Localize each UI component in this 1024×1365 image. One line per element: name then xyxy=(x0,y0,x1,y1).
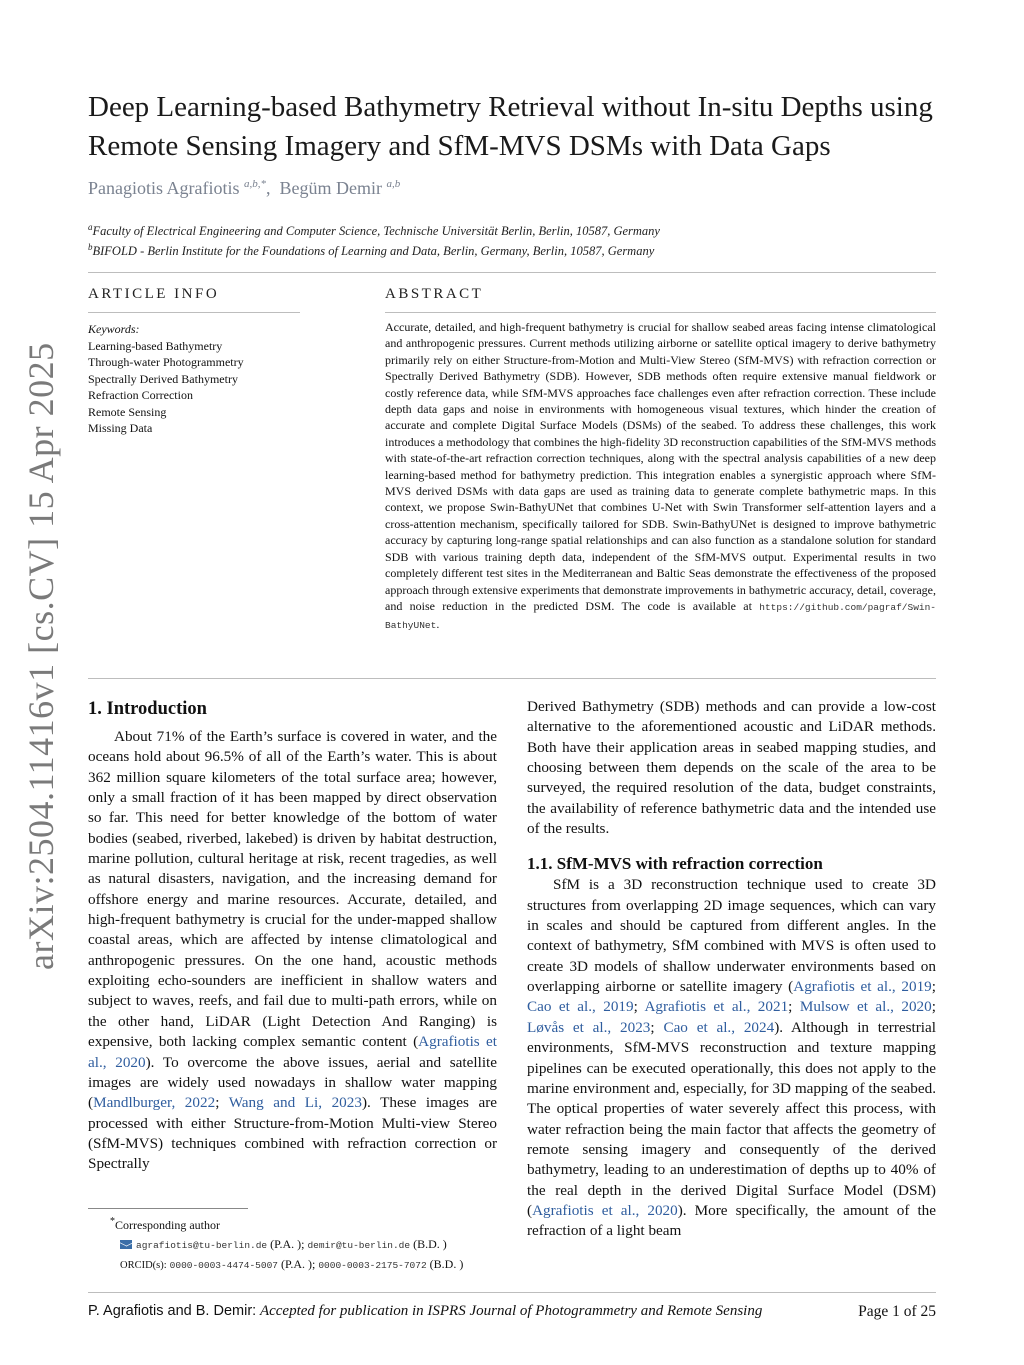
footnote xyxy=(110,1212,510,1275)
body-text: ; xyxy=(650,1018,664,1036)
author-affil-mark: a,b xyxy=(386,178,401,190)
body-text: ; xyxy=(788,998,800,1016)
citation-link[interactable]: Mandlburger, 2022 xyxy=(93,1094,216,1112)
citation-link[interactable]: Agrafiotis et al., 2021 xyxy=(644,998,789,1016)
page-number: Page 1 of 25 xyxy=(858,1303,936,1320)
subsection-paragraph xyxy=(527,875,936,1241)
keyword-item: Spectrally Derived Bathymetry xyxy=(88,371,238,386)
abstract-body xyxy=(385,319,936,635)
citation-link[interactable]: Wang and Li, 2023 xyxy=(228,1094,362,1112)
subsection-heading-sfm-mvs: 1.1. SfM-MVS with refraction correction xyxy=(527,854,823,874)
running-footer xyxy=(88,1303,762,1320)
arxiv-identifier: arXiv:2504.11416v1 [cs.CV] 15 Apr 2025 xyxy=(21,342,61,970)
keywords-label: Keywords: xyxy=(88,322,140,336)
body-text: ). Although in terrestrial environments, SfM-MVS reconstruction and texture mapping pipelines can be executed operationally, this does not apply to the marine environment and, especially, for 3D mapping of the seabed. The optical properties of water severely affect this process, with water refraction being the main factor that affects the geometry of remote sensing imagery and consequently of the derived bathymetry, leading to an underestimation of depths up to 40% of the real depth in the derived Digital Surface Model (DSM) ( xyxy=(527,1018,936,1219)
keywords-block xyxy=(88,321,308,437)
article-info-divider xyxy=(88,312,300,313)
keyword-item: Through-water Photogrammetry xyxy=(88,355,244,369)
article-info-heading: ARTICLE INFO xyxy=(88,286,220,302)
abstract-heading: ABSTRACT xyxy=(385,286,484,302)
left-column xyxy=(88,697,497,1175)
orcid-label: ORCID(s): xyxy=(120,1260,167,1271)
intro-paragraph xyxy=(88,727,497,1175)
abstract-bottom-divider xyxy=(88,678,936,679)
email-line xyxy=(110,1235,510,1255)
email-owner: (P.A. ); xyxy=(270,1237,305,1251)
affiliation-mark: b xyxy=(88,242,93,252)
citation-link[interactable]: Agrafiotis et al., 2020 xyxy=(532,1201,678,1219)
abstract-end: . xyxy=(436,617,440,632)
footer-divider xyxy=(88,1292,936,1293)
code-link[interactable]: https://github.com/pagraf/Swin-BathyUNet xyxy=(385,601,937,632)
orcid-owner: (P.A. ); xyxy=(281,1257,316,1271)
abstract-divider xyxy=(385,312,936,313)
citation-link[interactable]: Mulsow et al., 2020 xyxy=(799,998,932,1016)
orcid-line xyxy=(110,1255,510,1275)
section-heading-introduction: 1. Introduction xyxy=(88,699,207,719)
orcid-link[interactable]: 0000-0003-4474-5007 xyxy=(169,1260,278,1271)
email-owner: (B.D. ) xyxy=(413,1237,447,1251)
orcid-link[interactable]: 0000-0003-2175-7072 xyxy=(318,1260,427,1271)
body-text: ; xyxy=(215,1094,229,1112)
email-link[interactable]: demir@tu-berlin.de xyxy=(307,1240,411,1251)
body-text: ; xyxy=(633,998,645,1016)
keyword-item: Missing Data xyxy=(88,421,153,435)
author-name: Begüm Demir xyxy=(279,178,382,198)
mail-icon xyxy=(120,1240,132,1249)
corresponding-note: *Corresponding author xyxy=(110,1216,220,1232)
footer-authors: P. Agrafiotis and B. Demir: xyxy=(88,1303,257,1319)
keyword-item: Learning-based Bathymetry xyxy=(88,338,223,353)
body-text: Derived Bathymetry (SDB) methods and can provide a low-cost alternative to the aforementioned acoustic and LiDAR methods. Both have their application areas in seabed mapping studies, and choosing between them depends on the scale of the area to be surveyed, the required resolution of the data, budget constraints, the availability of reference bathymetric data and the intended use of the results. xyxy=(527,698,936,838)
affiliation xyxy=(88,242,948,259)
email-link[interactable]: agrafiotis@tu-berlin.de xyxy=(136,1240,268,1251)
body-text: SfM is a 3D reconstruction technique used to create 3D structures from overlapping 2D image sequences, which can vary in scales and should be captured from different angles. In the context of bathymetry, SfM combined with MVS is often used to create 3D models of shallow underwater environments based on overlapping airborne or satellite imagery ( xyxy=(527,876,936,996)
author-list: Panagiotis Agrafiotis $^{a,b,*}$, Begüm Demir $^{a,b}$ xyxy=(88,178,401,198)
citation-link[interactable]: Agrafiotis et al., 2019 xyxy=(793,978,932,996)
citation-link[interactable]: Agrafiotis et al., 2020 xyxy=(88,1033,497,1071)
right-column xyxy=(527,697,936,1242)
body-text: ; xyxy=(931,978,936,996)
body-text: ). To overcome the above issues, aerial and satellite images are widely used nowadays in shallow water mapping ( xyxy=(88,1053,497,1112)
keyword-item: Remote Sensing xyxy=(88,404,167,419)
footer-journal: Accepted for publication in ISPRS Journal of Photogrammetry and Remote Sensing xyxy=(259,1303,763,1319)
author-name: Panagiotis Agrafiotis xyxy=(88,178,240,198)
body-text: About 71% of the Earth’s surface is covered in water, and the oceans hold about 96.5% of all of the Earth’s water. This is about 362 million square kilometers of the total surface area; however, only a small fraction of it has been mapped by direct observation so far. This need for better knowledge of the bottom of water bodies (seabed, riverbed, lakebed) is driven by habitat destruction, marine pollution, cultural heritage at risk, recent tragedies, as well as natural disasters, navigation, and the increasing demand for offshore energy and marine resources. Accurate, detailed, and high-frequent bathymetry is crucial for the under-mapped shallow coastal areas, which are affected by intense climatological and anthropogenic pressures. On the one hand, acoustic methods exploiting echo-sounders are inefficient in shallow waters and subject to waves, reefs, and fail due to multi-path errors, while on the other hand, LiDAR (Light Detection And Ranging) is expensive, both lacking complex semantic content ( xyxy=(88,728,497,1051)
body-text: ). These images are processed with either Structure-from-Motion Multi-view Stereo (SfM-MVS) techniques combined with refraction correction or Spectrally xyxy=(88,1094,497,1173)
abstract-text: Accurate, detailed, and high-frequent bathymetry is crucial for shallow seabed areas facing intense climatological and anthropogenic pressures. Current methods utilizing airborne or satellite optical imagery to derive bathymetry primarily rely on either Structure-from-Motion and Multi-View Stereo (SfM-MVS) with refraction correction or Spectrally Derived Bathymetry (SDB). However, SDB methods often require extensive manual fieldwork or costly reference data, while SfM-MVS approaches face challenges even after refraction correction. These include depth data gaps and noise in environments with homogeneous visual textures, which hinder the creation of accurate and complete Digital Surface Models (DSMs) of the seabed. To address these challenges, this work introduces a methodology that combines the high-fidelity 3D reconstruction capabilities of the SfM-MVS methods with state-of-the-art refraction correction techniques, along with the spectral analysis capabilities of a new deep learning-based method for bathymetry prediction. This integration enables a synergistic approach where SfM-MVS derived DSMs with data gaps are used as training data to generate complete bathymetric maps. In this context, we propose Swin-BathyUNet that combines U-Net with Swin Transformer self-attention layers and a cross-attention mechanism, specifically tailored for SDB. Swin-BathyUNet is designed to improve bathymetric accuracy by capturing long-range spatial relationships and can also function as a standalone solution for standard SDB with various training depth data, independent of the SfM-MVS output. Experimental results in two completely different test sites in the Mediterranean and Baltic Seas demonstrate the effectiveness of the proposed approach through extensive experiments that demonstrate improvements in bathymetric accuracy, detail, coverage, and noise reduction in the predicted DSM. The code is available at xyxy=(385,320,937,613)
citation-link[interactable]: Løvås et al., 2023 xyxy=(527,1018,651,1036)
intro-paragraph-continued xyxy=(527,697,936,839)
body-text: ). More specifically, the amount of the refraction of a light beam xyxy=(527,1201,936,1240)
affiliation-mark: a xyxy=(88,222,93,232)
paper-title: Deep Learning-based Bathymetry Retrieval without In-situ Depths using Remote Sensing Imagery and SfM-MVS DSMs with Data Gaps xyxy=(88,91,933,162)
footnote-divider xyxy=(88,1208,248,1209)
affiliation-text: Faculty of Electrical Engineering and Computer Science, Technische Universität Berlin, Berlin, 10587, Germany xyxy=(92,224,660,239)
corresponding-text: Corresponding author xyxy=(115,1218,220,1232)
citation-link[interactable]: Cao et al., 2024 xyxy=(663,1018,775,1036)
orcid-owner: (B.D. ) xyxy=(429,1257,464,1271)
author-affil-mark: a,b,* xyxy=(244,178,266,190)
body-text: ; xyxy=(931,998,936,1016)
affiliation xyxy=(88,222,948,239)
keyword-item: Refraction Correction xyxy=(88,388,193,402)
header-divider xyxy=(88,272,936,273)
citation-link[interactable]: Cao et al., 2019 xyxy=(527,998,634,1016)
affiliation-text: BIFOLD - Berlin Institute for the Foundations of Learning and Data, Berlin, Germany, Berlin, 10587, Germany xyxy=(92,244,655,259)
